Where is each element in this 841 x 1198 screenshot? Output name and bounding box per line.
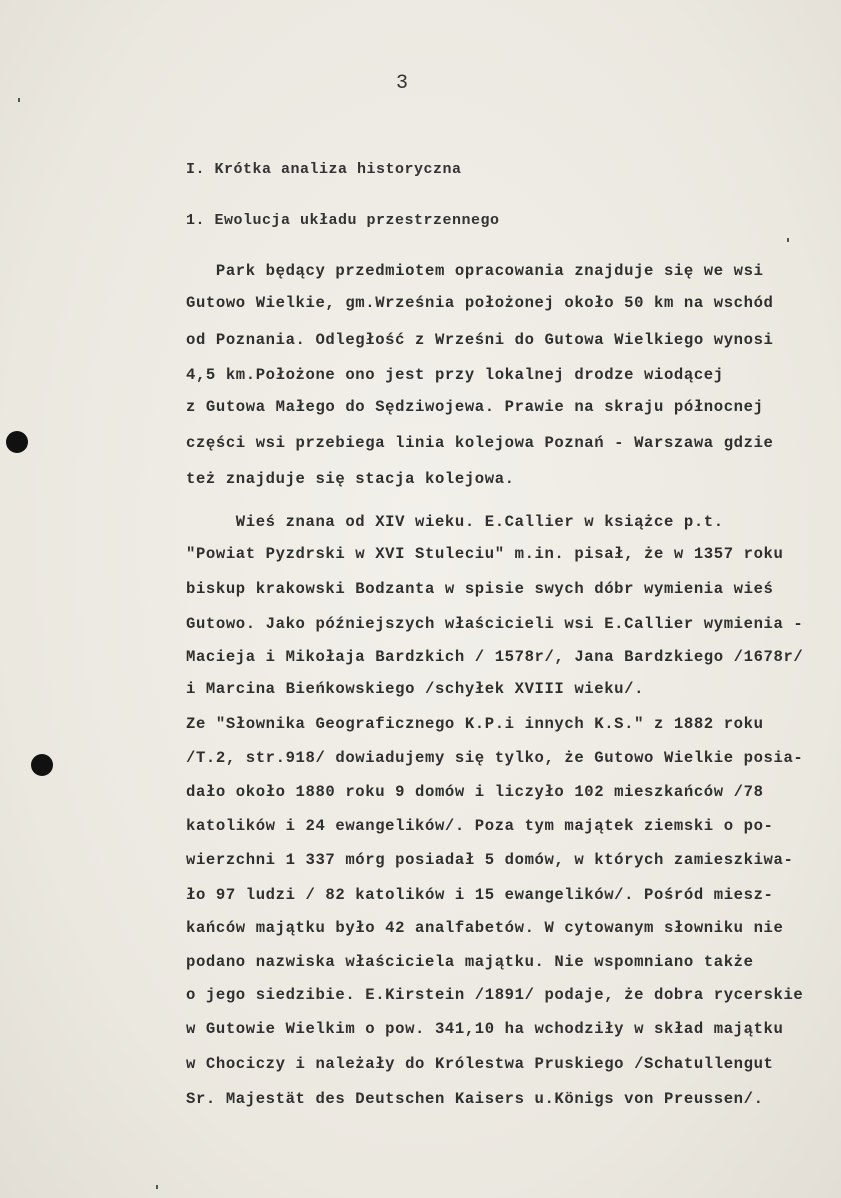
text-line: z Gutowa Małego do Sędziwojewa. Prawie na skraju północnej bbox=[186, 398, 764, 416]
text-line: Gutowo. Jako późniejszych właścicieli wsi E.Callier wymienia - bbox=[186, 615, 804, 633]
text-line: katolików i 24 ewangelików/. Poza tym majątek ziemski o po- bbox=[186, 817, 774, 835]
punch-hole bbox=[6, 431, 28, 453]
section-heading: I. Krótka analiza historyczna bbox=[186, 161, 462, 178]
paper-mark bbox=[787, 238, 789, 242]
text-line: biskup krakowski Bodzanta w spisie swych dóbr wymienia wieś bbox=[186, 580, 774, 598]
text-line: Wieś znana od XIV wieku. E.Callier w książce p.t. bbox=[186, 513, 724, 531]
punch-hole bbox=[31, 754, 53, 776]
text-line: podano nazwiska właściciela majątku. Nie wspomniano także bbox=[186, 953, 754, 971]
paper-mark bbox=[18, 98, 20, 102]
text-line: części wsi przebiega linia kolejowa Poznań - Warszawa gdzie bbox=[186, 434, 774, 452]
text-line: w Chociczy i należały do Królestwa Pruskiego /Schatullengut bbox=[186, 1055, 774, 1073]
text-line: 4,5 km.Położone ono jest przy lokalnej drodze wiodącej bbox=[186, 366, 724, 384]
text-line: o jego siedzibie. E.Kirstein /1891/ podaje, że dobra rycerskie bbox=[186, 986, 804, 1004]
text-line: Sr. Majestät des Deutschen Kaisers u.Königs von Preussen/. bbox=[186, 1090, 764, 1108]
paper-mark bbox=[156, 1185, 158, 1189]
text-line: dało około 1880 roku 9 domów i liczyło 102 mieszkańców /78 bbox=[186, 783, 764, 801]
page-number: 3 bbox=[396, 72, 409, 95]
text-line: kańców majątku było 42 analfabetów. W cytowanym słowniku nie bbox=[186, 919, 784, 937]
text-line: i Marcina Bieńkowskiego /schyłek XVIII wieku/. bbox=[186, 680, 645, 698]
text-line: w Gutowie Wielkim o pow. 341,10 ha wchodziły w skład majątku bbox=[186, 1020, 784, 1038]
text-line: Gutowo Wielkie, gm.Września położonej około 50 km na wschód bbox=[186, 294, 774, 312]
text-line: ło 97 ludzi / 82 katolików i 15 ewangelików/. Pośród miesz- bbox=[186, 886, 774, 904]
text-line: /T.2, str.918/ dowiadujemy się tylko, że Gutowo Wielkie posia- bbox=[186, 749, 804, 767]
text-line: od Poznania. Odległość z Wrześni do Gutowa Wielkiego wynosi bbox=[186, 331, 774, 349]
subsection-heading: 1. Ewolucja układu przestrzennego bbox=[186, 212, 500, 229]
text-line: też znajduje się stacja kolejowa. bbox=[186, 470, 515, 488]
text-line: Macieja i Mikołaja Bardzkich / 1578r/, Jana Bardzkiego /1678r/ bbox=[186, 648, 804, 666]
text-line: Ze "Słownika Geograficznego K.P.i innych K.S." z 1882 roku bbox=[186, 715, 764, 733]
text-line: wierzchni 1 337 mórg posiadał 5 domów, w których zamieszkiwa- bbox=[186, 851, 794, 869]
text-line: "Powiat Pyzdrski w XVI Stuleciu" m.in. pisał, że w 1357 roku bbox=[186, 545, 784, 563]
text-line: Park będący przedmiotem opracowania znajduje się we wsi bbox=[186, 262, 764, 280]
